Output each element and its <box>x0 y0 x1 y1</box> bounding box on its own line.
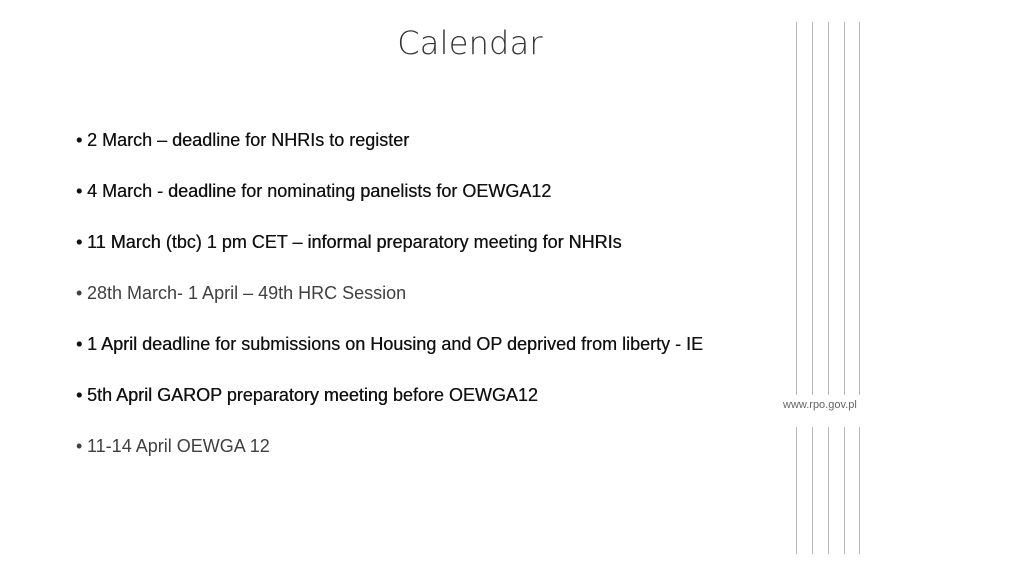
bullet-icon: • <box>76 385 83 405</box>
list-item <box>76 128 776 179</box>
slide-title: Calendar <box>397 24 543 62</box>
divider-line <box>828 22 829 554</box>
list-item <box>76 179 776 230</box>
website-link[interactable]: www.rpo.gov.pl <box>783 399 857 411</box>
list-item-text: 2 March – deadline for NHRIs to register <box>87 130 410 150</box>
list-item <box>76 332 776 383</box>
calendar-list <box>76 128 776 485</box>
bullet-icon: • <box>76 436 83 456</box>
bullet-icon: • <box>76 334 83 354</box>
divider-line <box>812 22 813 554</box>
bullet-icon: • <box>76 130 83 150</box>
decorative-lines <box>796 22 860 554</box>
list-item <box>76 383 776 434</box>
list-item-text: 11 March (tbc) 1 pm CET – informal preparatory meeting for NHRIs <box>87 232 622 252</box>
list-item-text: 28th March- 1 April – 49th HRC Session <box>87 283 407 303</box>
list-item-text: 11-14 April OEWGA 12 <box>87 436 270 456</box>
list-item <box>76 230 776 281</box>
bullet-icon: • <box>76 181 83 201</box>
divider-line <box>844 22 845 554</box>
list-item <box>76 281 776 332</box>
divider-line <box>859 22 860 554</box>
divider-line <box>796 22 797 554</box>
list-item-text: 4 March - deadline for nominating panelists for OEWGA12 <box>87 181 552 201</box>
bullet-icon: • <box>76 283 83 303</box>
list-item <box>76 434 776 485</box>
bullet-icon: • <box>76 232 83 252</box>
list-item-text: 5th April GAROP preparatory meeting before OEWGA12 <box>87 385 538 405</box>
list-item-text: 1 April deadline for submissions on Housing and OP deprived from liberty - IE <box>87 334 703 354</box>
